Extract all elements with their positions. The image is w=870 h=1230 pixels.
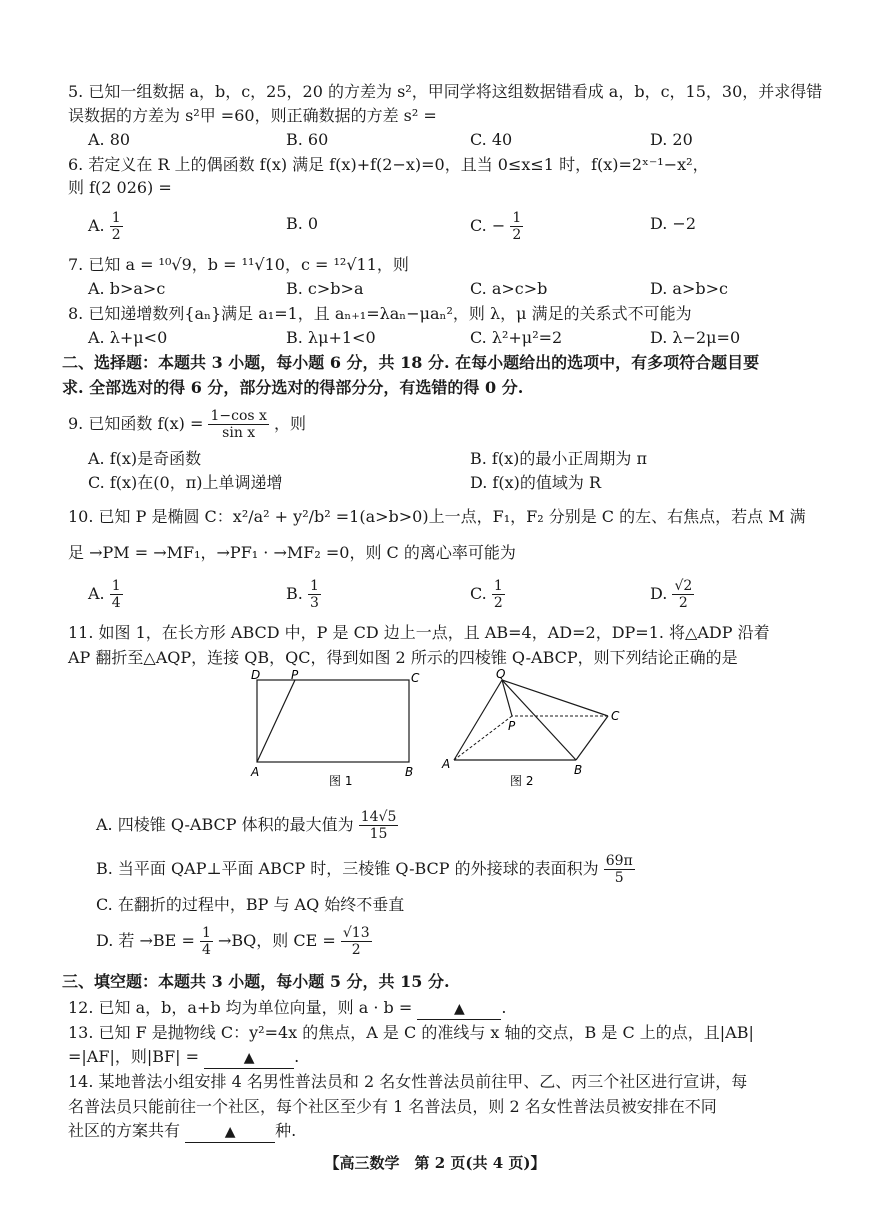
figure-1-rectangle: [245, 668, 435, 793]
q9-option-d: D. f(x)的值域为 R: [470, 473, 601, 492]
q10-option-c: C. $\frac{1}{2}$: [470, 578, 503, 611]
q11-option-a-fraction: $\frac{14√5}{15}$: [360, 809, 397, 842]
q8-option-b: B. λμ+1<0: [286, 328, 376, 347]
q6-option-c-fraction: $\frac{1}{2}$: [512, 210, 522, 243]
triangle-marker-icon: ▲: [243, 1050, 255, 1066]
q5-option-d: D. 20: [650, 130, 693, 149]
fig1-label-c: C: [411, 671, 420, 685]
q5-option-a: A. 80: [88, 130, 131, 149]
q10-option-a: A. $\frac{1}{4}$: [88, 578, 121, 611]
q9-prefix: 9. 已知函数 f(x) =: [68, 414, 204, 433]
q10-option-a-fraction: $\frac{1}{4}$: [111, 578, 121, 611]
q11-option-d: D. 若 →BE = $\frac{1}{4}$ →BQ，则 CE = $\frac{√13}{2}$: [96, 925, 370, 958]
q8-option-d: D. λ−2μ=0: [650, 328, 741, 347]
q6-option-c: [470, 210, 523, 243]
section2-heading-line2: 求. 全部选对的得 6 分，部分选对的得部分分，有选错的得 0 分.: [62, 378, 524, 397]
fig2-label-q: Q: [496, 668, 506, 681]
q6-option-a-label: A.: [88, 216, 105, 235]
q11-option-a: A. 四棱锥 Q-ABCP 体积的最大值为 $\frac{14√5}{15}$: [96, 809, 397, 842]
q9-option-c: C. f(x)在(0，π)上单调递增: [88, 473, 283, 492]
q7-option-d: D. a>b>c: [650, 279, 728, 298]
page-footer: 【高三数学 第 2 页(共 4 页)】: [324, 1154, 546, 1172]
q6-option-a-fraction: $\frac{1}{2}$: [111, 210, 121, 243]
q10-option-b-fraction: $\frac{1}{3}$: [309, 578, 319, 611]
q11-option-c: C. 在翻折的过程中，BP 与 AQ 始终不垂直: [96, 895, 405, 914]
q6-option-d: D. −2: [650, 214, 697, 233]
q14-line1: 14. 某地普法小组安排 4 名男性普法员和 2 名女性普法员前往甲、乙、丙三个社区进行宣讲，每: [68, 1072, 748, 1091]
q7-option-c: C. a>c>b: [470, 279, 548, 298]
q7-option-a: A. b>a>c: [88, 279, 166, 298]
q6-line2: 则 f(2 026) =: [68, 178, 172, 197]
triangle-marker-icon: ▲: [454, 1001, 465, 1017]
fig1-label-d: D: [251, 668, 261, 682]
q13-line2: =|AF|，则|BF| = ▲ .: [68, 1047, 299, 1069]
q11-option-b: B. 当平面 QAP⊥平面 ABCP 时，三棱锥 Q-BCP 的外接球的表面积为 $\frac{69\pi}{5}$: [96, 853, 633, 886]
q9-fraction: $\frac{\text{1−cos x}}{\text{sin x}}$: [210, 408, 267, 441]
q5-line1: 5. 已知一组数据 a，b，c，25，20 的方差为 s²，甲同学将这组数据错看成 a，b，c，15，30，并求得错: [68, 82, 823, 101]
q10-option-c-fraction: $\frac{1}{2}$: [493, 578, 503, 611]
q6-line1: 6. 若定义在 R 上的偶函数 f(x) 满足 f(x)+f(2−x)=0，且当 0≤x≤1 时，f(x)=2ˣ⁻¹−x²，: [68, 155, 709, 174]
fig1-segment-ap: [257, 680, 295, 762]
q11-line1: 11. 如图 1，在长方形 ABCD 中，P 是 CD 边上一点，且 AB=4，AD=2，DP=1. 将△ADP 沿着: [68, 623, 770, 642]
fig1-label-a: A: [251, 765, 260, 779]
q8-option-a: A. λ+μ<0: [88, 328, 168, 347]
q8-line1: 8. 已知递增数列{aₙ}满足 a₁=1，且 aₙ₊₁=λaₙ−μaₙ²，则 λ，μ 满足的关系式不可能为: [68, 304, 692, 323]
q5-option-c: C. 40: [470, 130, 513, 149]
fig2-label-c: C: [611, 709, 620, 723]
q14-answer-blank[interactable]: [185, 1121, 275, 1143]
section3-heading: 三、填空题：本题共 3 小题，每小题 5 分，共 15 分.: [62, 972, 450, 991]
fig2-caption: 图 2: [510, 774, 534, 788]
fig1-label-b: B: [405, 765, 414, 779]
fig2-edge-bc: [576, 716, 608, 760]
fig1-caption: 图 1: [329, 774, 353, 788]
q14-line3: 社区的方案共有 ▲ 种.: [68, 1121, 296, 1143]
triangle-marker-icon: ▲: [224, 1124, 236, 1140]
q6-option-b: B. 0: [286, 214, 319, 233]
figure-2-pyramid: [436, 668, 636, 793]
q11-line2: AP 翻折至△AQP，连接 QB，QC，得到如图 2 所示的四棱锥 Q-ABCP，则下列结论正确的是: [68, 648, 738, 667]
q10-option-d-fraction: $\frac{√2}{2}$: [674, 578, 693, 611]
q9-suffix: ，则: [274, 414, 307, 433]
fig2-label-p: P: [508, 719, 516, 733]
section2-heading-line1: 二、选择题：本题共 3 小题，每小题 6 分，共 18 分. 在每小题给出的选项中，有多项符合题目要: [62, 353, 760, 372]
q10-option-d: D. $\frac{√2}{2}$: [650, 578, 693, 611]
q7-option-b: B. c>b>a: [286, 279, 364, 298]
fig1-label-p: P: [291, 668, 299, 682]
q13-line1: 13. 已知 F 是抛物线 C：y²=4x 的焦点，A 是 C 的准线与 x 轴的交点，B 是 C 上的点，且|AB|: [68, 1023, 754, 1042]
q6-option-c-label: C. −: [470, 216, 506, 235]
q11-option-d-fraction-2: $\frac{√13}{2}$: [342, 925, 370, 958]
q5-option-b: B. 60: [286, 130, 329, 149]
q8-option-c: C. λ²+μ²=2: [470, 328, 563, 347]
fig2-label-a: A: [442, 757, 451, 771]
q10-option-b: B. $\frac{1}{3}$: [286, 578, 319, 611]
fig2-label-b: B: [574, 763, 583, 777]
q6-option-a: [88, 210, 123, 243]
q11-option-d-fraction-1: $\frac{1}{4}$: [201, 925, 211, 958]
q13-answer-blank[interactable]: [204, 1047, 294, 1069]
q11-option-b-fraction: $\frac{69\pi}{5}$: [605, 853, 633, 886]
fig1-rect-abcd: [257, 680, 409, 762]
q9-option-b: B. f(x)的最小正周期为 π: [470, 449, 647, 468]
q7-line1: 7. 已知 a = ¹⁰√9，b = ¹¹√10，c = ¹²√11，则: [68, 255, 409, 274]
q9-option-a: A. f(x)是奇函数: [88, 449, 202, 468]
fig2-edge-qa: [454, 680, 502, 760]
q12-line: 12. 已知 a，b，a+b 均为单位向量，则 a · b = ▲ .: [68, 998, 506, 1020]
fig2-edge-pa: [454, 716, 512, 760]
q10-line2: 足 →PM = →MF₁，→PF₁ · →MF₂ =0，则 C 的离心率可能为: [68, 543, 516, 562]
q9-line1: [68, 408, 306, 441]
q12-answer-blank[interactable]: [417, 998, 501, 1020]
q14-line2: 名普法员只能前往一个社区，每个社区至少有 1 名普法员，则 2 名女性普法员被安排在不同: [68, 1097, 717, 1116]
q10-line1: 10. 已知 P 是椭圆 C：x²/a² + y²/b² =1(a>b>0)上一点，F₁，F₂ 分别是 C 的左、右焦点，若点 M 满: [68, 507, 806, 526]
q5-line2: 误数据的方差为 s²甲 =60，则正确数据的方差 s² =: [68, 106, 437, 125]
